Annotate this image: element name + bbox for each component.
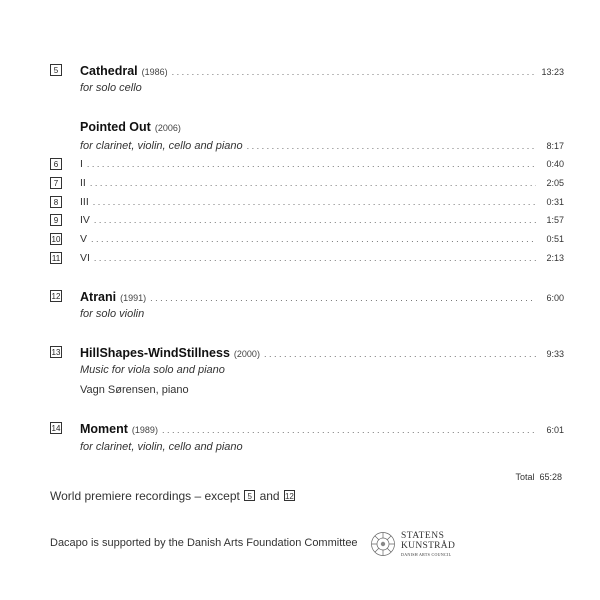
work-subtitle: Music for viola solo and piano xyxy=(80,364,225,376)
movement-duration: 2:13 xyxy=(546,253,564,263)
work-title: Pointed Out xyxy=(80,120,151,134)
movement-duration: 0:40 xyxy=(546,159,564,169)
logo-line-1: STATENS xyxy=(401,531,445,541)
premiere-and: and xyxy=(259,489,280,503)
leader-dots xyxy=(94,253,536,263)
subtitle-row xyxy=(80,441,564,457)
work-year: (2006) xyxy=(154,123,181,133)
track-duration: 6:01 xyxy=(546,425,564,435)
track-number: 9 xyxy=(50,214,62,226)
work-year: (2000) xyxy=(233,349,260,359)
track-number: 5 xyxy=(50,64,62,76)
leader-dots xyxy=(247,141,536,151)
work-title: HillShapes-WindStillness xyxy=(80,346,230,360)
subtitle-row xyxy=(80,82,564,98)
work-year: (1989) xyxy=(131,425,158,435)
subtitle-row xyxy=(80,140,564,156)
leader-dots xyxy=(87,159,536,169)
work-year: (1986) xyxy=(141,67,168,77)
leader-dots xyxy=(150,293,536,303)
movement-duration: 1:57 xyxy=(546,215,564,225)
support-note: Dacapo is supported by the Danish Arts Foundation Committee xyxy=(50,537,358,549)
track-duration: 13:23 xyxy=(541,67,564,77)
movement-duration: 0:51 xyxy=(546,234,564,244)
movement-label: III xyxy=(80,196,89,208)
movement-duration: 0:31 xyxy=(546,197,564,207)
movement-duration: 2:05 xyxy=(546,178,564,188)
total-duration xyxy=(515,472,562,482)
leader-dots xyxy=(93,197,536,207)
work-heading-row xyxy=(80,120,564,136)
work-subtitle: for clarinet, violin, cello and piano xyxy=(80,140,243,152)
movement-label: IV xyxy=(80,214,90,226)
track-number: 6 xyxy=(50,158,62,170)
leader-dots xyxy=(264,349,536,359)
track-row xyxy=(80,346,564,362)
track-duration: 9:33 xyxy=(546,349,564,359)
leader-dots xyxy=(91,234,536,244)
total-label: Total xyxy=(515,472,535,482)
movement-label: V xyxy=(80,233,88,245)
statens-kunstraad-seal-icon xyxy=(370,531,396,557)
track-number: 10 xyxy=(51,235,61,244)
work-title: Atrani xyxy=(80,290,117,304)
leader-dots xyxy=(172,67,536,77)
work-title: Cathedral xyxy=(80,64,138,78)
subtitle-row xyxy=(80,308,564,324)
track-number: 7 xyxy=(50,177,62,189)
movement-label: II xyxy=(80,177,86,189)
movement-row xyxy=(80,233,564,249)
performer: Vagn Sørensen, piano xyxy=(80,384,189,396)
logo-line-3: DANISH ARTS COUNCIL xyxy=(401,552,452,557)
premiere-text: World premiere recordings – except xyxy=(50,489,240,503)
work-year: (1991) xyxy=(120,293,147,303)
track-number: 8 xyxy=(50,196,62,208)
total-value: 65:28 xyxy=(539,472,562,482)
movement-row xyxy=(80,214,564,230)
track-duration: 6:00 xyxy=(546,293,564,303)
work-subtitle: for solo violin xyxy=(80,308,145,320)
track-number: 11 xyxy=(51,254,61,263)
performer-row xyxy=(80,384,564,400)
movement-row xyxy=(80,252,564,268)
movement-row xyxy=(80,196,564,212)
movement-row xyxy=(80,158,564,174)
work-title: Moment xyxy=(80,422,128,436)
leader-dots xyxy=(90,178,536,188)
track-number: 12 xyxy=(284,492,294,501)
work-subtitle: for clarinet, violin, cello and piano xyxy=(80,441,243,453)
subtitle-row xyxy=(80,364,564,380)
logo-line-2: KUNSTRÅD xyxy=(401,541,456,551)
track-number: 14 xyxy=(51,424,61,433)
track-number: 12 xyxy=(51,292,61,301)
leader-dots xyxy=(94,215,536,225)
work-subtitle: for solo cello xyxy=(80,82,142,94)
track-row xyxy=(80,64,564,80)
track-number: 13 xyxy=(51,348,61,357)
track-duration: 8:17 xyxy=(546,141,564,151)
leader-dots xyxy=(162,425,536,435)
track-number: 5 xyxy=(244,490,255,501)
movement-row xyxy=(80,177,564,193)
track-row xyxy=(80,422,564,438)
premiere-note xyxy=(50,489,296,503)
track-row xyxy=(80,290,564,306)
movement-label: VI xyxy=(80,252,90,264)
movement-label: I xyxy=(80,158,83,170)
